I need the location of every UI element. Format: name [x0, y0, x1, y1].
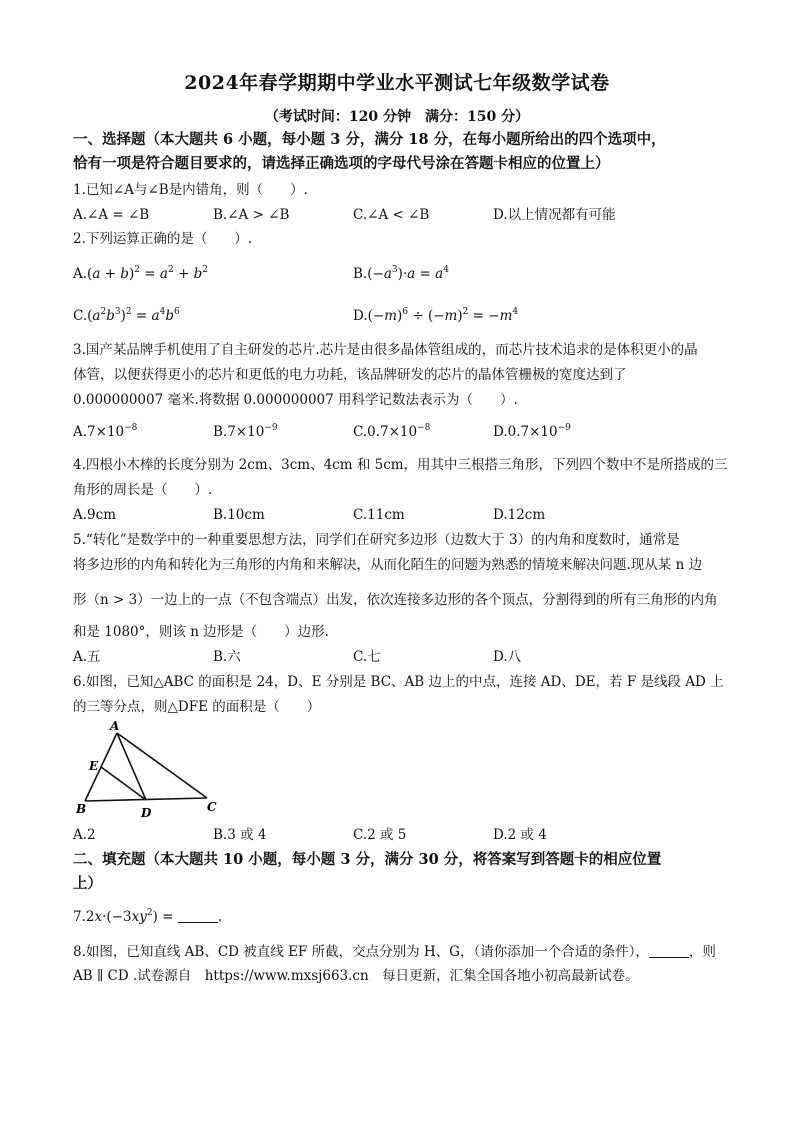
q7-formula: $2x\cdot(-3xy^2)$ =	[85, 908, 178, 925]
q6-line1: 6.如图，已知△ABC 的面积是 24，D、E 分别是 BC、AB 边上的中点，连接 AD、DE，若 F 是线段 AD 上	[73, 674, 724, 690]
q3-option-d-prefix: D.	[493, 424, 508, 440]
triangle-figure	[73, 718, 233, 826]
q2-option-a-formula: $(a + b)^2 = a^2 + b^2$	[87, 265, 208, 282]
q3-option-d-formula: $0.7\times 10^{-9}$	[507, 423, 571, 440]
exam-title: 2024年春学期期中学业水平测试七年级数学试卷	[184, 72, 610, 94]
q2-option-d-formula: $(-m)^6 \div (-m)^2 = -m^4$	[367, 307, 519, 324]
q7-line	[73, 907, 728, 927]
label-a: A	[110, 719, 120, 733]
q2-option-c	[73, 306, 180, 326]
q3-option-b-prefix: B.	[213, 424, 228, 440]
q5-line2: 将多边形的内角和转化为三角形的内角和来解决，从而化陌生的问题为熟悉的情境来解决问题.现从某 n 边	[73, 557, 703, 573]
q2-option-b-formula: $(-a^3)\cdot a = a^4$	[367, 265, 449, 282]
section2-heading-line1: 二、填充题（本大题共 10 小题，每小题 3 分，满分 30 分，将答案写到答题卡的相应位置	[73, 851, 662, 868]
q1-option-b: B.∠A > ∠B	[213, 207, 290, 223]
q4-option-c: C.11cm	[353, 507, 405, 523]
q4-line1: 4.四根小木棒的长度分别为 2cm、3cm、4cm 和 5cm，用其中三根搭三角形，下列四个数中不是所搭成的三	[73, 457, 728, 473]
q1-stem: 1.已知∠A与∠B是内错角，则（ ）.	[73, 182, 308, 198]
triangle-lines	[85, 733, 207, 801]
q3-option-c	[353, 422, 430, 442]
q5-line3: 形（n > 3）一边上的一点（不包含端点）出发，依次连接多边形的各个顶点，分割得到的所有三角形的内角	[73, 592, 718, 608]
q8-line1-end: ，则	[688, 944, 716, 960]
q2-option-a-prefix: A.	[73, 266, 88, 282]
q4-option-b: B.10cm	[213, 507, 265, 523]
q3-option-a	[73, 422, 137, 442]
section1-heading-line1: 一、选择题（本大题共 6 小题，每小题 3 分，满分 18 分，在每小题所给出的四个选项中，	[73, 131, 666, 148]
q3-option-a-prefix: A.	[73, 424, 88, 440]
q5-option-a: A.五	[73, 649, 101, 665]
q5-option-b: B.六	[213, 649, 241, 665]
q3-option-b	[213, 422, 278, 442]
label-b: B	[76, 802, 87, 816]
q8-line1-text: 8.如图，已知直线 AB、CD 被直线 EF 所截，交点分别为 H、G，（请你添加一个合适的条件），	[73, 944, 649, 960]
q6-option-d: D.2 或 4	[493, 827, 547, 843]
q3-option-b-formula: $7\times 10^{-9}$	[227, 423, 278, 440]
q2-option-b	[353, 264, 449, 284]
q3-option-c-formula: $0.7\times 10^{-8}$	[367, 423, 431, 440]
q8-line2: AB ∥ CD .试卷源自 https://www.mxsj663.cn 每日更新，汇集全国各地小初高最新试卷。	[73, 968, 639, 984]
q6-line2: 的三等分点，则△DFE 的面积是（ ）	[73, 699, 321, 715]
q2-option-b-prefix: B.	[353, 266, 368, 282]
q7-prefix: 7.	[73, 909, 86, 925]
q3-option-c-prefix: C.	[353, 424, 368, 440]
q1-option-a: A.∠A = ∠B	[73, 207, 150, 223]
q2-option-d-prefix: D.	[353, 308, 368, 324]
q4-option-d: D.12cm	[493, 507, 546, 523]
q3-line3: 0.000000007 毫米.将数据 0.000000007 用科学记数法表示为（ ）.	[73, 392, 518, 408]
q8-answer-blank	[649, 945, 689, 958]
q1-option-c: C.∠A < ∠B	[353, 207, 430, 223]
q5-line4: 和是 1080°，则该 n 边形是（ ）边形.	[73, 624, 329, 640]
q6-option-a: A.2	[73, 827, 96, 843]
q3-option-a-formula: $7\times 10^{-8}$	[87, 423, 138, 440]
q3-line2: 体管，以便获得更小的芯片和更低的电力功耗，该品牌研发的芯片的晶体管栅极的宽度达到了	[73, 367, 627, 383]
exam-subtitle: （考试时间：120 分钟 满分：150 分）	[264, 109, 530, 125]
q5-option-c: C.七	[353, 649, 381, 665]
label-e: E	[89, 759, 99, 773]
section2-heading	[73, 848, 733, 896]
section2-heading-line2: 上）	[73, 875, 102, 892]
q2-option-c-formula: $(a^2b^3)^2 = a^4b^6$	[87, 307, 180, 324]
q6-option-b: B.3 或 4	[213, 827, 267, 843]
q2-option-c-prefix: C.	[73, 308, 88, 324]
q5-line1: 5.“转化”是数学中的一种重要思想方法，同学们在研究多边形（边数大于 3）的内角和度数时，通常是	[73, 532, 680, 548]
label-d: D	[141, 806, 152, 820]
q5-option-d: D.八	[493, 649, 522, 665]
q4-line2: 角形的周长是（ ）.	[73, 482, 213, 498]
section1-heading-line2: 恰有一项是符合题目要求的，请选择正确选项的字母代号涂在答题卡相应的位置上）	[73, 155, 610, 172]
q2-option-a	[73, 264, 208, 284]
q2-option-d	[353, 306, 518, 326]
section1-heading	[73, 128, 733, 176]
q8-line1	[73, 942, 728, 962]
q4-option-a: A.9cm	[73, 507, 116, 523]
q3-option-d	[493, 422, 571, 442]
q7-answer-blank	[178, 910, 218, 923]
label-c: C	[207, 800, 217, 814]
q3-line1: 3.国产某品牌手机使用了自主研发的芯片.芯片是由很多晶体管组成的，而芯片技术追求的是体积更小的晶	[73, 342, 698, 358]
q1-option-d: D.以上情况都有可能	[493, 207, 616, 223]
q6-option-c: C.2 或 5	[353, 827, 407, 843]
q7-suffix: .	[217, 909, 223, 925]
q2-stem: 2.下列运算正确的是（ ）.	[73, 231, 253, 247]
